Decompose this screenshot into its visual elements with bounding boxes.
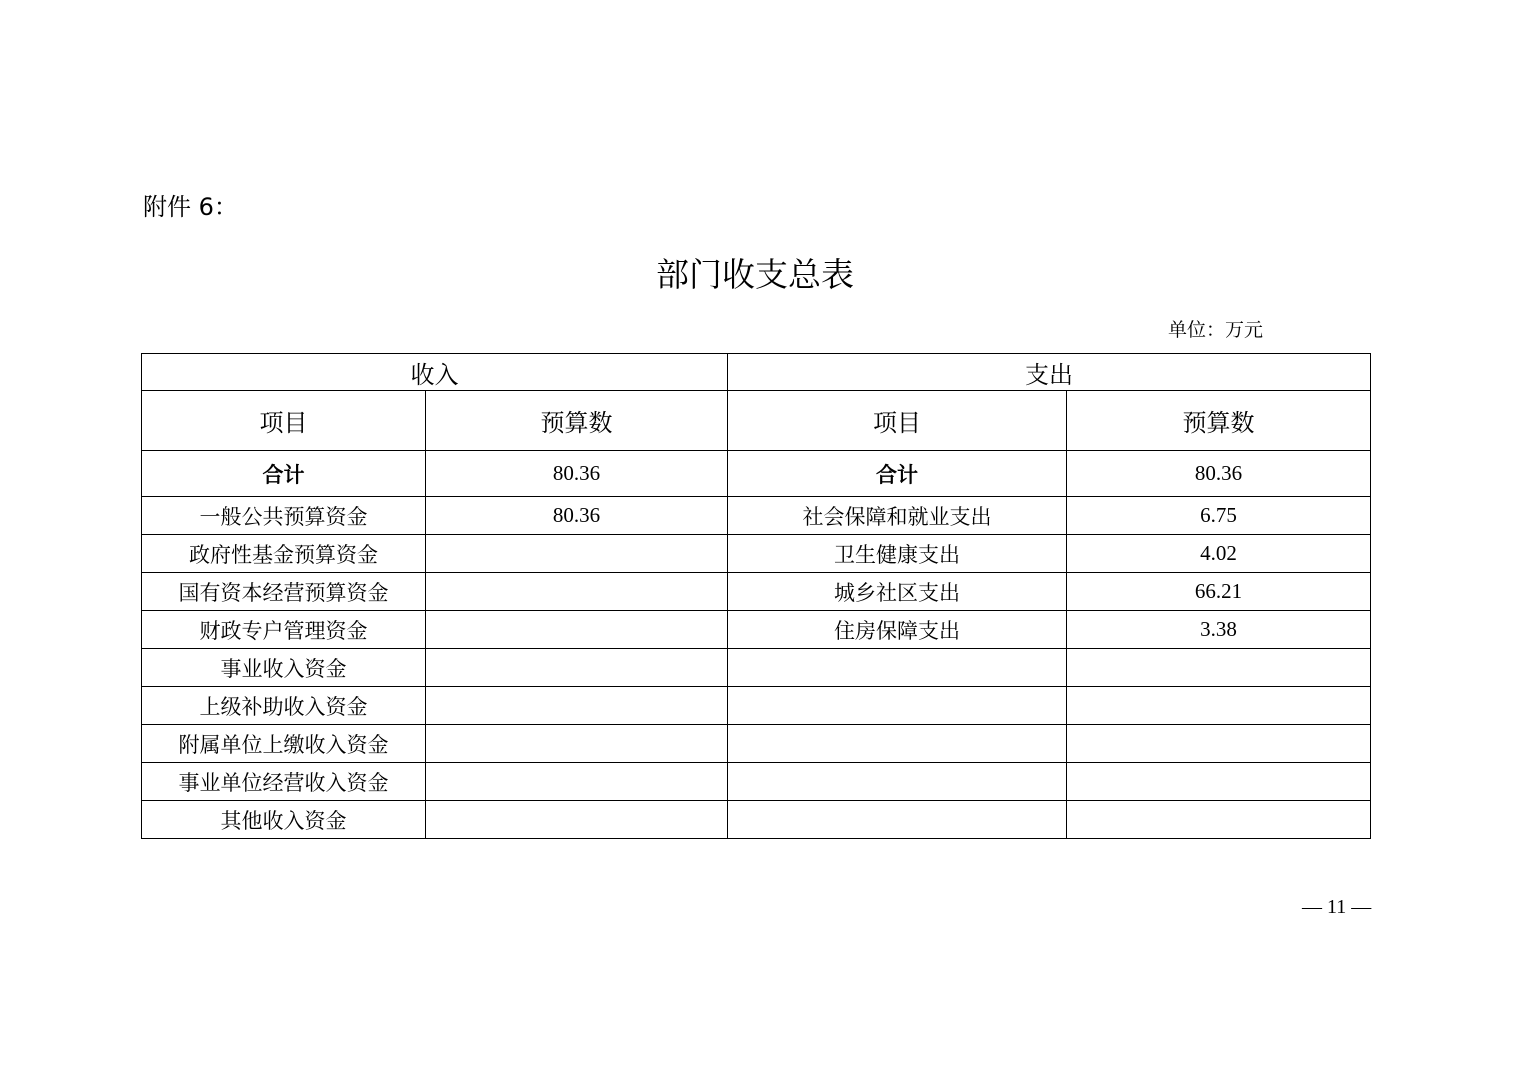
income-amount: [426, 801, 728, 839]
expense-item: [728, 649, 1067, 687]
income-total-label: 合计: [142, 451, 426, 497]
expense-amount: [1067, 649, 1371, 687]
income-item: 上级补助收入资金: [142, 687, 426, 725]
table-row: [142, 687, 1371, 725]
income-amount: [426, 763, 728, 801]
expense-amount: 4.02: [1067, 535, 1371, 573]
income-section-header: 收入: [142, 354, 728, 391]
income-amount: [426, 611, 728, 649]
unit-label: 单位：万元: [1168, 319, 1264, 341]
table-row: [142, 649, 1371, 687]
income-item: 一般公共预算资金: [142, 497, 426, 535]
expense-amount: 6.75: [1067, 497, 1371, 535]
budget-summary-table: [141, 353, 1371, 839]
table-row: [142, 763, 1371, 801]
expense-item: [728, 801, 1067, 839]
expense-total-amount: 80.36: [1067, 451, 1371, 497]
expense-amount: [1067, 687, 1371, 725]
table-row: [142, 535, 1371, 573]
expense-amount: 66.21: [1067, 573, 1371, 611]
income-amount: [426, 725, 728, 763]
expense-item-header: 项目: [728, 391, 1067, 451]
page-number: — 11 —: [1302, 896, 1372, 918]
income-item: 政府性基金预算资金: [142, 535, 426, 573]
income-item: 财政专户管理资金: [142, 611, 426, 649]
income-amount-header: 预算数: [426, 391, 728, 451]
expense-amount: [1067, 763, 1371, 801]
table-row: [142, 725, 1371, 763]
income-amount: [426, 687, 728, 725]
expense-section-header: 支出: [728, 354, 1371, 391]
income-item: 附属单位上缴收入资金: [142, 725, 426, 763]
table-row: [142, 497, 1371, 535]
attachment-label: 附件 6：: [143, 193, 238, 221]
expense-amount: [1067, 801, 1371, 839]
total-row: [142, 451, 1371, 497]
income-total-amount: 80.36: [426, 451, 728, 497]
expense-item: [728, 725, 1067, 763]
income-item: 事业单位经营收入资金: [142, 763, 426, 801]
expense-item: [728, 763, 1067, 801]
table-row: [142, 573, 1371, 611]
income-item-header: 项目: [142, 391, 426, 451]
income-amount: [426, 535, 728, 573]
expense-item: 社会保障和就业支出: [728, 497, 1067, 535]
expense-item: [728, 687, 1067, 725]
income-item: 事业收入资金: [142, 649, 426, 687]
expense-amount: [1067, 725, 1371, 763]
column-header-row: [142, 391, 1371, 451]
expense-item: 住房保障支出: [728, 611, 1067, 649]
table-row: [142, 801, 1371, 839]
expense-total-label: 合计: [728, 451, 1067, 497]
expense-amount-header: 预算数: [1067, 391, 1371, 451]
income-item: 其他收入资金: [142, 801, 426, 839]
table-row: [142, 611, 1371, 649]
income-amount: [426, 649, 728, 687]
income-amount: [426, 573, 728, 611]
expense-amount: 3.38: [1067, 611, 1371, 649]
income-amount: 80.36: [426, 497, 728, 535]
expense-item: 卫生健康支出: [728, 535, 1067, 573]
page-title: 部门收支总表: [656, 255, 854, 294]
income-item: 国有资本经营预算资金: [142, 573, 426, 611]
section-header-row: [142, 354, 1371, 391]
expense-item: 城乡社区支出: [728, 573, 1067, 611]
